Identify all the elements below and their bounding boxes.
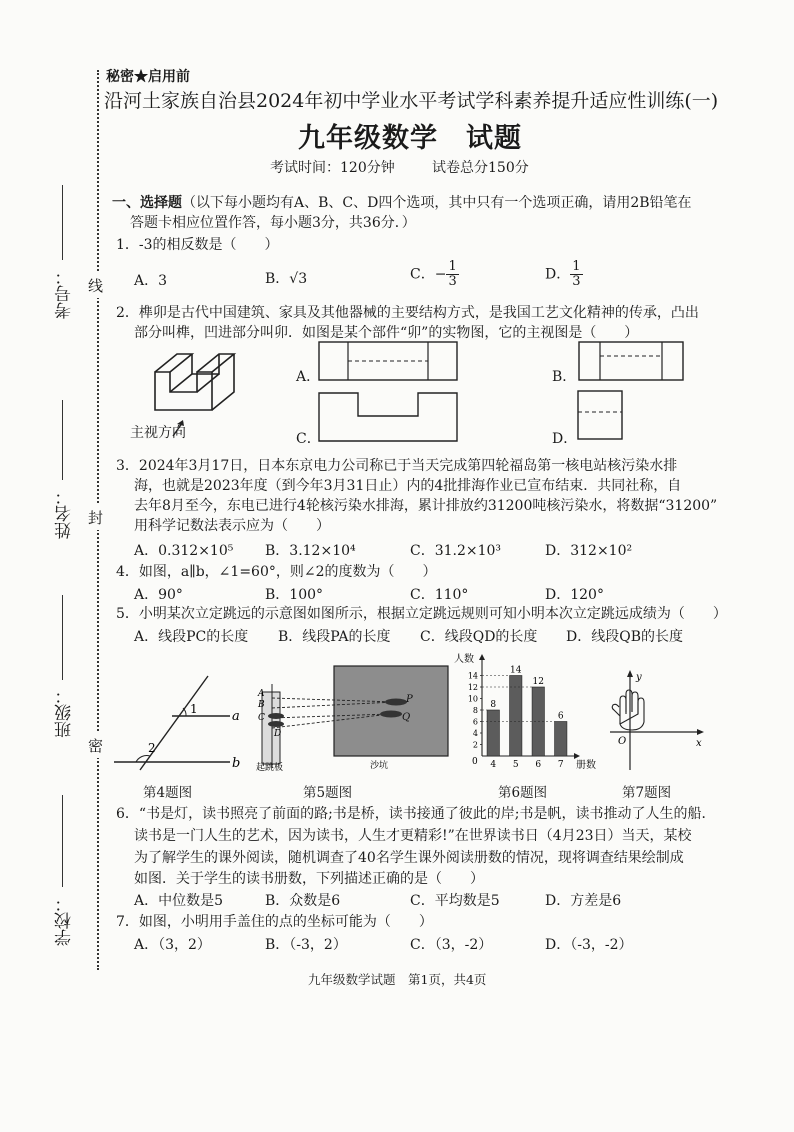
svg-text:B: B: [258, 700, 265, 710]
sand-pit-label: 沙坑: [370, 761, 389, 771]
chart-ylabel: 人数: [454, 654, 474, 665]
q3-line4: 用科学记数法表示应为（ ）: [134, 518, 330, 534]
exam-number-label: 考号：: [55, 268, 75, 319]
q2-option-a-figure: [318, 341, 458, 381]
q1-b-sqrt: √3: [289, 271, 308, 287]
exam-title: 沿河土家族自治县2024年初中学业水平考试学科素养提升适应性训练(一): [104, 90, 719, 112]
q2-option-b-figure: [578, 341, 684, 381]
q7-option-a: A．（3，2）: [134, 937, 211, 953]
q1-option-b: B．√3: [265, 271, 308, 287]
fig6-bar-chart: [448, 650, 608, 776]
chart-ytick-label: 8: [472, 706, 478, 715]
chart-x-arrow: [574, 753, 580, 759]
q6-line4: 如图．关于学生的读书册数，下列描述正确的是（ ）: [134, 871, 484, 887]
q5-stem: 5．小明某次立定跳远的示意图如图所示，根据立定跳远规则可知小明本次立定跳远成绩为（ ）: [116, 606, 727, 622]
svg-text:y: y: [636, 672, 642, 683]
chart-ytick-label: 6: [472, 717, 478, 727]
chart-data-label: 12: [532, 677, 544, 687]
fig4-parallel-lines: [112, 672, 242, 772]
q6-option-b: B．众数是6: [265, 893, 341, 909]
fig4-line-b: b: [232, 756, 241, 771]
chart-xtick-label: 6: [535, 760, 542, 770]
fig7-coordinate-hand: [608, 670, 708, 774]
q4-option-c: C．110°: [410, 587, 469, 603]
chart-ytick-label: 14: [467, 671, 478, 681]
q3-line1: 3．2024年3月17日，日本东京电力公司称已于当天完成第四轮福岛第一核电站核污染水排: [116, 458, 678, 474]
section-instructions-1: 一、选择题（以下每小题均有A、B、C、D四个选项，其中只有一个选项正确，请用2B铅笔在: [112, 195, 692, 211]
fig6-caption: 第6题图: [498, 785, 548, 801]
q3-line3: 去年8月至今，东电已进行4轮核污染水排海，累计排放约31200吨核污染水，将数据“31200”: [134, 498, 718, 514]
q4-option-a: A．90°: [134, 587, 183, 603]
chart-bar: [487, 710, 499, 756]
name-label: 姓名：: [55, 488, 75, 539]
chart-ytick-label: 12: [467, 683, 478, 692]
q2-option-c: C．: [296, 431, 321, 447]
q2-option-d: D．: [552, 431, 578, 447]
q6-line2: 读书是一门人生的艺术，因为读书，人生才更精彩!”在世界读书日（4月23日）当天，某校: [134, 828, 692, 844]
q7-option-d: D．（-3，-2）: [545, 937, 633, 953]
fig5-caption: 第5题图: [303, 785, 353, 801]
q2-view-label: 主视方向: [130, 425, 186, 441]
chart-data-label: 14: [510, 665, 522, 676]
exam-time: 考试时间：120分钟: [270, 160, 395, 176]
seal-char-secret: 密: [88, 733, 103, 758]
q5-option-d: D．线段QB的长度: [566, 629, 683, 645]
q3-option-a: A．0.312×10⁵: [134, 543, 234, 559]
svg-text:x: x: [696, 738, 702, 749]
q2-line2: 部分叫榫，凹进部分叫卯．如图是某个部件“卯”的实物图，它的主视图是（ ）: [134, 325, 639, 341]
fig4-caption: 第4题图: [143, 785, 193, 801]
school-line: [62, 795, 63, 887]
takeoff-board-label: 起跳板: [256, 763, 284, 773]
takeoff-board: [262, 692, 280, 764]
class-label: 班级：: [55, 687, 75, 738]
q4-stem: 4．如图，a∥b，∠1=60°，则∠2的度数为（ ）: [116, 564, 437, 580]
page-footer: 九年级数学试题 第1页，共4页: [308, 972, 487, 987]
seal-char-seal: 封: [88, 505, 103, 530]
fig7-caption: 第7题图: [622, 785, 672, 801]
chart-data-label: 6: [557, 711, 564, 722]
q6-line3: 为了解学生的课外阅读，随机调查了40名学生课外阅读册数的情况，现将调查结果绘制成: [134, 850, 684, 866]
svg-text:C: C: [258, 713, 265, 723]
secret-mark: 秘密★启用前: [106, 69, 190, 85]
fig5-long-jump: [250, 664, 450, 774]
fig4-line-a: a: [232, 709, 240, 724]
exam-number-line: [62, 185, 63, 260]
svg-text:D: D: [274, 729, 282, 739]
chart-y-arrow: [479, 654, 485, 660]
seal-char-line: 线: [88, 273, 103, 298]
q2-option-c-figure: [318, 392, 458, 442]
chart-ytick-label: 10: [467, 694, 478, 704]
q3-option-c: C．31.2×10³: [410, 543, 502, 559]
chart-data-label: 8: [490, 700, 497, 710]
svg-text:A: A: [258, 689, 265, 699]
q7-option-b: B．（-3，2）: [265, 937, 347, 953]
q6-option-d: D．方差是6: [545, 893, 622, 909]
section-heading: 一、选择题: [112, 195, 182, 211]
chart-xtick-label: 4: [490, 760, 497, 770]
fig4-angle-1: 1: [190, 702, 198, 716]
svg-text:O: O: [618, 736, 627, 747]
section-instructions-2: 答题卡相应位置作答，每小题3分，共36分．）: [130, 215, 416, 231]
chart-xtick-label: 5: [512, 760, 519, 770]
name-line: [62, 400, 63, 480]
subject-title: 九年级数学 试题: [298, 123, 522, 154]
q1-option-c: C．− $\frac{1}{3}$: [410, 259, 457, 289]
chart-ytick-label: 4: [472, 729, 478, 738]
chart-xtick-label: 7: [557, 760, 564, 770]
chart-bar: [510, 676, 522, 757]
q2-option-b: B．: [552, 369, 577, 385]
chart-origin: 0: [472, 757, 478, 767]
q2-option-d-figure: [577, 390, 623, 440]
q1-option-a: A．3: [134, 273, 168, 289]
q2-line1: 2．榫卯是古代中国建筑、家具及其他器械的主要结构方式，是我国工艺文化精神的传承，凸出: [116, 305, 699, 321]
q7-option-c: C．（3，-2）: [410, 937, 493, 953]
hand-icon: [612, 690, 644, 730]
svg-text:Q: Q: [402, 712, 411, 723]
chart-bar: [555, 722, 567, 757]
q5-option-b: B．线段PA的长度: [278, 629, 391, 645]
school-label: 学校：: [55, 895, 75, 946]
q4-option-d: D．120°: [545, 587, 604, 603]
svg-text:P: P: [406, 694, 413, 705]
q5-option-a: A．线段PC的长度: [134, 629, 249, 645]
total-score: 试卷总分150分: [432, 160, 529, 176]
q7-stem: 7．如图，小明用手盖住的点的坐标可能为（ ）: [116, 914, 433, 930]
chart-xlabel: 册数: [576, 760, 596, 771]
q4-option-b: B．100°: [265, 587, 324, 603]
q5-option-c: C．线段QD的长度: [420, 629, 538, 645]
fig4-angle-2: 2: [148, 741, 156, 755]
q6-option-a: A．中位数是5: [134, 893, 224, 909]
q3-line2: 海，也就是2023年度（到今年3月31日止）内的4批排海作业已宣布结束．共同社称，自: [134, 478, 682, 494]
q3-option-d: D．312×10²: [545, 543, 633, 559]
chart-ytick-label: 2: [472, 740, 478, 750]
q6-option-c: C．平均数是5: [410, 893, 500, 909]
q2-option-a: A．: [296, 369, 321, 385]
q1-stem: 1．-3的相反数是（ ）: [116, 237, 279, 253]
class-line: [62, 595, 63, 680]
q6-line1: 6．“书是灯，读书照亮了前面的路;书是桥，读书接通了彼此的岸;书是帆，读书推动了人生的船．: [116, 806, 716, 822]
q1-option-d: D． $\frac{1}{3}$: [545, 259, 581, 289]
q3-option-b: B．3.12×10⁴: [265, 543, 356, 559]
